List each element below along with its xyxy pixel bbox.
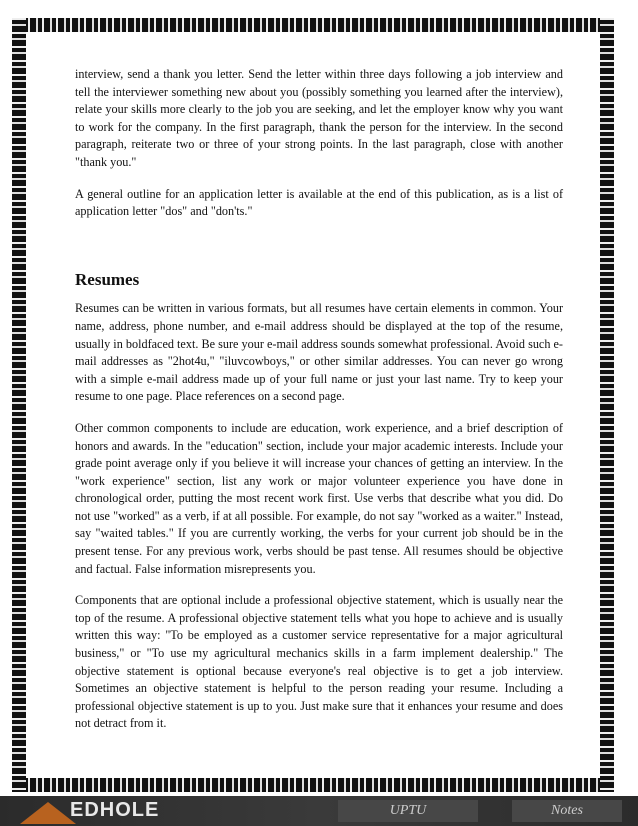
resumes-paragraph-1: Resumes can be written in various formats, but all resumes have certain elements in common. Your name, address, phone number, and e-mail address should be displayed at the top of the resume, usually in boldfaced text. Be sure your e-mail address sounds somewhat professional. Avoid such e-mail addresses as "2hot4u," "iluvcowboys," or other similar addresses. You can never go wrong with a simple e-mail address made up of your full name or just your last name. Try to keep your resume to one page. Place references on a second page. <box>75 301 563 404</box>
tab-notes[interactable]: Notes <box>512 800 622 822</box>
page-border-bottom <box>12 778 614 792</box>
intro-paragraph-1: interview, send a thank you letter. Send the letter within three days following a job interview and tell the interviewer something new about you (possibly something you learned after the interview), relate your skills more clearly to the job you are seeking, and let the employer know why you want to work for the company. In the first paragraph, thank the person for the interview. In the second paragraph, reiterate two or three of your strong points. In the last paragraph, close with another "thank you." <box>75 67 563 169</box>
footer-bar <box>0 796 638 826</box>
document-body <box>75 66 563 747</box>
tab-uptu[interactable]: UPTU <box>338 800 478 822</box>
edhole-logo: EDHOLE <box>70 799 160 821</box>
section-heading-resumes: Resumes <box>75 269 140 289</box>
page-border-left <box>12 18 26 792</box>
pyramid-logo-icon <box>20 802 76 824</box>
resumes-paragraph-3: Components that are optional include a professional objective statement, which is usually near the top of the resume. A professional objective statement tells what you hope to achieve and is usually written this way: "To be employed as a customer service representative for a major agricultural business," or "To use my agricultural mechanics skills in a farm implement dealership." The objective statement is optional because everyone's real objective is to get a job interview. Sometimes an objective statement is helpful to the person reading your resume. Including a professional objective statement is up to you. Just make sure that it enhances your resume and does not detract from it. <box>75 593 563 731</box>
resumes-paragraph-2: Other common components to include are education, work experience, and a brief description of honors and awards. In the "education" section, include your major academic interests. Include your grade point average only if you believe it will increase your chances of getting an interview. In the "work experience" section, list any work or major volunteer experience you have done in chronological order, putting the most recent work first. Use verbs that describe what you did. Do not use "worked" as a verb, if at all possible. For example, do not say "worked as a waiter." Instead, say "waited tables." If you are currently working, the verbs for your current job should be in the present tense. For any previous work, verbs should be past tense. All resumes should be objective and factual. False information misrepresents you. <box>75 420 563 576</box>
page-border-right <box>600 18 614 792</box>
intro-paragraph-2: A general outline for an application letter is available at the end of this publication, as is a list of application letter "dos" and "don'ts." <box>75 186 563 219</box>
page-border-top <box>12 18 614 32</box>
